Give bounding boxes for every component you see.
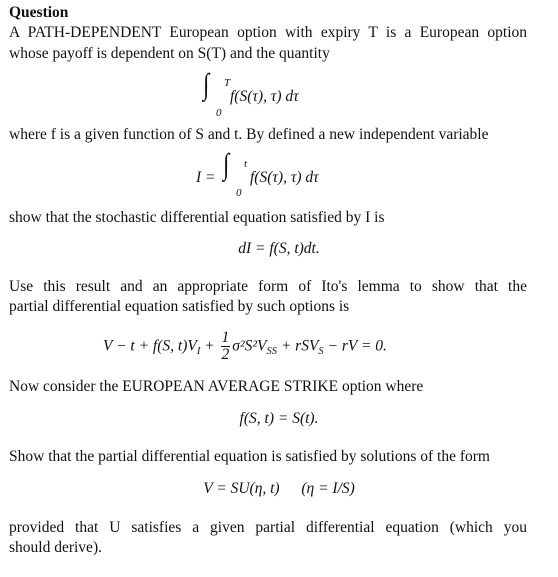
fraction-numerator: 1 xyxy=(221,329,230,346)
integral-integrand: f(S(τ), τ) dτ xyxy=(230,88,299,105)
paragraph-where-f: where f is a given function of S and t. By defined a new independent variable xyxy=(9,126,489,143)
pde-sub-SS: SS xyxy=(266,346,277,358)
equation-pde xyxy=(103,330,387,363)
integral-sign: ∫ xyxy=(223,148,230,181)
paragraph-average-strike: Now consider the EUROPEAN AVERAGE STRIKE option where xyxy=(9,378,424,395)
equation-I-definition xyxy=(196,148,376,200)
paragraph-use-result-line-2: partial differential equation satisfied by such options is xyxy=(9,298,350,315)
pde-part-2: σ²S²V xyxy=(232,337,267,355)
pde-part-1: V − t + f(S, t)V xyxy=(103,337,197,355)
paragraph-provided-line-2: should derive). xyxy=(9,539,102,556)
integral-upper-limit: t xyxy=(244,158,248,170)
question-heading: Question xyxy=(9,4,69,21)
pde-sub-I: I xyxy=(196,346,201,358)
equation-similarity-form xyxy=(0,480,558,498)
paragraph-use-result-line-1: Use this result and an appropriate form of Ito's lemma to show that the xyxy=(9,278,527,295)
similarity-right: (η = I/S) xyxy=(301,480,355,497)
integral-integrand: f(S(τ), τ) dτ xyxy=(250,169,319,186)
paragraph-provided-line-1: provided that U satisfies a given partial differential equation (which you xyxy=(9,519,527,536)
equation-I-lhs: I = xyxy=(196,169,216,186)
pde-part-3: + rSV xyxy=(276,337,319,355)
equation-f-equals-S: f(S, t) = S(t). xyxy=(239,410,319,427)
similarity-left: V = SU(η, t) xyxy=(203,480,280,497)
equation-dI: dI = f(S, t)dt. xyxy=(238,240,320,257)
equation-integral-T xyxy=(202,68,362,120)
integral-lower-limit: 0 xyxy=(236,187,242,199)
paragraph-show-sde: show that the stochastic differential equation satisfied by I is xyxy=(9,209,385,226)
pde-part-4: − rV = 0. xyxy=(323,337,387,355)
integral-sign: ∫ xyxy=(203,68,210,101)
fraction-denominator: 2 xyxy=(221,346,230,363)
paragraph-show-pde: Show that the partial differential equation is satisfied by solutions of the form xyxy=(9,448,490,465)
paragraph-intro-line-2: whose payoff is dependent on S(T) and the quantity xyxy=(9,45,330,62)
pde-plus: + xyxy=(200,337,219,355)
integral-lower-limit: 0 xyxy=(216,107,222,119)
paragraph-intro-line-1: A PATH-DEPENDENT European option with expiry T is a European option xyxy=(9,24,527,41)
integral-upper-limit: T xyxy=(224,77,231,89)
fraction-one-half xyxy=(221,330,231,363)
pde-sub-S: S xyxy=(318,346,324,358)
